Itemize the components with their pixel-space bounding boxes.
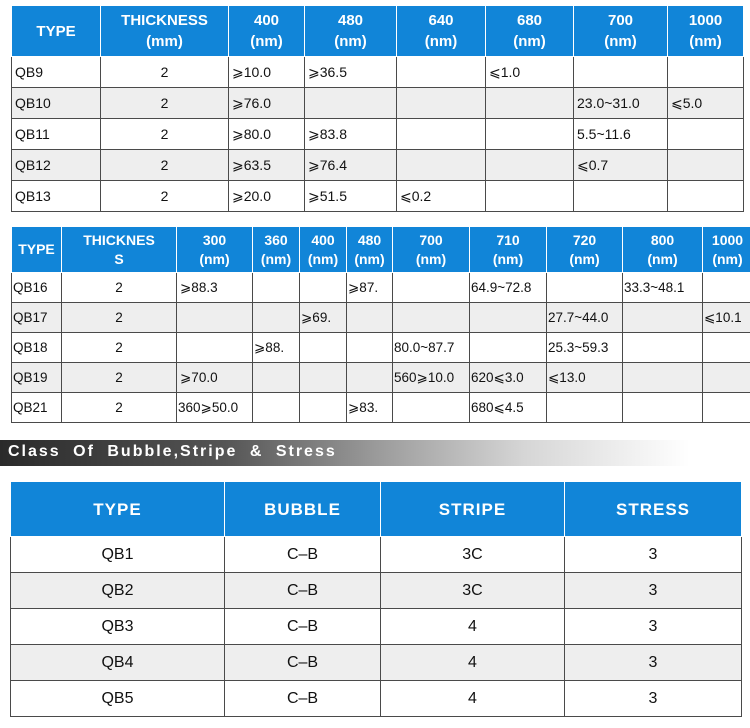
value-cell bbox=[703, 393, 750, 423]
value-cell bbox=[300, 363, 347, 393]
value-cell: 560⩾10.0 bbox=[393, 363, 470, 393]
type-cell: QB21 bbox=[12, 393, 62, 423]
type-cell: QB13 bbox=[12, 181, 101, 212]
value-cell: ⩽0.7 bbox=[574, 150, 668, 181]
table-row bbox=[12, 88, 744, 119]
table-row bbox=[12, 181, 744, 212]
value-cell bbox=[393, 273, 470, 303]
bubble-cell: C–B bbox=[225, 681, 381, 717]
stress-cell: 3 bbox=[565, 573, 742, 609]
value-cell bbox=[253, 273, 300, 303]
table-1-header-row bbox=[12, 6, 744, 57]
stress-cell: 3 bbox=[565, 537, 742, 573]
value-cell bbox=[397, 150, 486, 181]
stripe-cell: 4 bbox=[381, 681, 565, 717]
type-cell: QB19 bbox=[12, 363, 62, 393]
table-row bbox=[12, 303, 750, 333]
header-cell: 360 (nm) bbox=[253, 227, 300, 273]
value-cell bbox=[470, 333, 547, 363]
value-cell: ⩾10.0 bbox=[229, 57, 305, 88]
section-title-band bbox=[0, 440, 750, 466]
header-cell: THICKNESS (mm) bbox=[101, 6, 229, 57]
table-row bbox=[12, 333, 750, 363]
header-cell: STRESS bbox=[565, 482, 742, 537]
thickness-cell: 2 bbox=[62, 303, 177, 333]
type-cell: QB17 bbox=[12, 303, 62, 333]
value-cell bbox=[397, 57, 486, 88]
value-cell bbox=[623, 393, 703, 423]
value-cell bbox=[547, 393, 623, 423]
table-row bbox=[12, 150, 744, 181]
value-cell: ⩾87. bbox=[347, 273, 393, 303]
thickness-cell: 2 bbox=[101, 88, 229, 119]
header-cell: THICKNES S bbox=[62, 227, 177, 273]
value-cell: ⩽5.0 bbox=[668, 88, 744, 119]
header-cell: 710 (nm) bbox=[470, 227, 547, 273]
value-cell: 25.3~59.3 bbox=[547, 333, 623, 363]
value-cell bbox=[668, 181, 744, 212]
thickness-cell: 2 bbox=[101, 57, 229, 88]
value-cell bbox=[393, 393, 470, 423]
table-row bbox=[12, 119, 744, 150]
header-cell: BUBBLE bbox=[225, 482, 381, 537]
thickness-cell: 2 bbox=[62, 363, 177, 393]
value-cell: ⩽10.1 bbox=[703, 303, 750, 333]
value-cell bbox=[623, 363, 703, 393]
table-row bbox=[11, 645, 742, 681]
thickness-cell: 2 bbox=[101, 181, 229, 212]
header-cell: 1000 (nm) bbox=[668, 6, 744, 57]
table-row bbox=[11, 573, 742, 609]
value-cell: ⩾69. bbox=[300, 303, 347, 333]
value-cell bbox=[300, 393, 347, 423]
header-cell: 480 (nm) bbox=[305, 6, 397, 57]
stripe-cell: 4 bbox=[381, 609, 565, 645]
value-cell: 23.0~31.0 bbox=[574, 88, 668, 119]
type-cell: QB9 bbox=[12, 57, 101, 88]
value-cell: ⩾51.5 bbox=[305, 181, 397, 212]
header-cell: 700 (nm) bbox=[574, 6, 668, 57]
header-cell: 1000 (nm) bbox=[703, 227, 750, 273]
stress-cell: 3 bbox=[565, 609, 742, 645]
value-cell: ⩽1.0 bbox=[486, 57, 574, 88]
value-cell: 680⩽4.5 bbox=[470, 393, 547, 423]
value-cell bbox=[253, 363, 300, 393]
header-cell: 300 (nm) bbox=[177, 227, 253, 273]
value-cell: ⩾36.5 bbox=[305, 57, 397, 88]
value-cell: 64.9~72.8 bbox=[470, 273, 547, 303]
stripe-cell: 4 bbox=[381, 645, 565, 681]
bubble-cell: C–B bbox=[225, 609, 381, 645]
thickness-cell: 2 bbox=[101, 150, 229, 181]
table-row bbox=[12, 363, 750, 393]
value-cell: ⩾83. bbox=[347, 393, 393, 423]
value-cell bbox=[470, 303, 547, 333]
value-cell bbox=[397, 119, 486, 150]
transmittance-table-1 bbox=[11, 5, 744, 212]
thickness-cell: 2 bbox=[62, 333, 177, 363]
value-cell bbox=[347, 333, 393, 363]
table-row bbox=[12, 273, 750, 303]
table-row bbox=[11, 537, 742, 573]
value-cell bbox=[177, 333, 253, 363]
header-cell: 800 (nm) bbox=[623, 227, 703, 273]
thickness-cell: 2 bbox=[62, 273, 177, 303]
value-cell bbox=[305, 88, 397, 119]
header-cell: 400 (nm) bbox=[300, 227, 347, 273]
value-cell: ⩾80.0 bbox=[229, 119, 305, 150]
table-row bbox=[11, 681, 742, 717]
value-cell bbox=[623, 303, 703, 333]
type-cell: QB12 bbox=[12, 150, 101, 181]
type-cell: QB11 bbox=[12, 119, 101, 150]
bubble-cell: C–B bbox=[225, 573, 381, 609]
value-cell bbox=[300, 333, 347, 363]
value-cell: 5.5~11.6 bbox=[574, 119, 668, 150]
type-cell: QB5 bbox=[11, 681, 225, 717]
value-cell bbox=[397, 88, 486, 119]
value-cell: 360⩾50.0 bbox=[177, 393, 253, 423]
stress-cell: 3 bbox=[565, 645, 742, 681]
value-cell bbox=[574, 181, 668, 212]
value-cell: ⩽0.2 bbox=[397, 181, 486, 212]
table-2-header-row bbox=[12, 227, 750, 273]
value-cell bbox=[486, 150, 574, 181]
value-cell: 620⩽3.0 bbox=[470, 363, 547, 393]
value-cell: ⩾83.8 bbox=[305, 119, 397, 150]
thickness-cell: 2 bbox=[101, 119, 229, 150]
header-cell: 400 (nm) bbox=[229, 6, 305, 57]
value-cell bbox=[486, 88, 574, 119]
header-cell: TYPE bbox=[11, 482, 225, 537]
value-cell bbox=[703, 333, 750, 363]
value-cell bbox=[253, 303, 300, 333]
header-cell: 480 (nm) bbox=[347, 227, 393, 273]
value-cell: ⩽13.0 bbox=[547, 363, 623, 393]
stress-cell: 3 bbox=[565, 681, 742, 717]
type-cell: QB2 bbox=[11, 573, 225, 609]
value-cell bbox=[703, 273, 750, 303]
value-cell bbox=[547, 273, 623, 303]
header-cell: TYPE bbox=[12, 227, 62, 273]
type-cell: QB1 bbox=[11, 537, 225, 573]
table-row bbox=[12, 57, 744, 88]
section-title: Class Of Bubble,Stripe & Stress bbox=[8, 443, 337, 460]
value-cell: ⩾88. bbox=[253, 333, 300, 363]
value-cell: 33.3~48.1 bbox=[623, 273, 703, 303]
bubble-stripe-stress-table bbox=[10, 481, 742, 717]
table-row bbox=[12, 393, 750, 423]
table-row bbox=[11, 609, 742, 645]
value-cell bbox=[668, 150, 744, 181]
value-cell bbox=[393, 303, 470, 333]
value-cell: 80.0~87.7 bbox=[393, 333, 470, 363]
table-3-header-row bbox=[11, 482, 742, 537]
value-cell: ⩾76.0 bbox=[229, 88, 305, 119]
header-cell: 720 (nm) bbox=[547, 227, 623, 273]
thickness-cell: 2 bbox=[62, 393, 177, 423]
type-cell: QB16 bbox=[12, 273, 62, 303]
value-cell bbox=[347, 363, 393, 393]
transmittance-table-2 bbox=[11, 226, 750, 423]
type-cell: QB10 bbox=[12, 88, 101, 119]
value-cell: ⩾88.3 bbox=[177, 273, 253, 303]
value-cell bbox=[347, 303, 393, 333]
value-cell: ⩾20.0 bbox=[229, 181, 305, 212]
value-cell bbox=[486, 119, 574, 150]
value-cell: ⩾76.4 bbox=[305, 150, 397, 181]
value-cell bbox=[623, 333, 703, 363]
value-cell bbox=[668, 57, 744, 88]
value-cell bbox=[668, 119, 744, 150]
value-cell bbox=[253, 393, 300, 423]
value-cell bbox=[486, 181, 574, 212]
value-cell: 27.7~44.0 bbox=[547, 303, 623, 333]
value-cell bbox=[177, 303, 253, 333]
bubble-cell: C–B bbox=[225, 645, 381, 681]
type-cell: QB18 bbox=[12, 333, 62, 363]
value-cell: ⩾63.5 bbox=[229, 150, 305, 181]
value-cell bbox=[300, 273, 347, 303]
type-cell: QB3 bbox=[11, 609, 225, 645]
header-cell: 640 (nm) bbox=[397, 6, 486, 57]
header-cell: TYPE bbox=[12, 6, 101, 57]
header-cell: 700 (nm) bbox=[393, 227, 470, 273]
value-cell bbox=[574, 57, 668, 88]
value-cell: ⩾70.0 bbox=[177, 363, 253, 393]
stripe-cell: 3C bbox=[381, 573, 565, 609]
value-cell bbox=[703, 363, 750, 393]
bubble-cell: C–B bbox=[225, 537, 381, 573]
header-cell: STRIPE bbox=[381, 482, 565, 537]
type-cell: QB4 bbox=[11, 645, 225, 681]
header-cell: 680 (nm) bbox=[486, 6, 574, 57]
stripe-cell: 3C bbox=[381, 537, 565, 573]
